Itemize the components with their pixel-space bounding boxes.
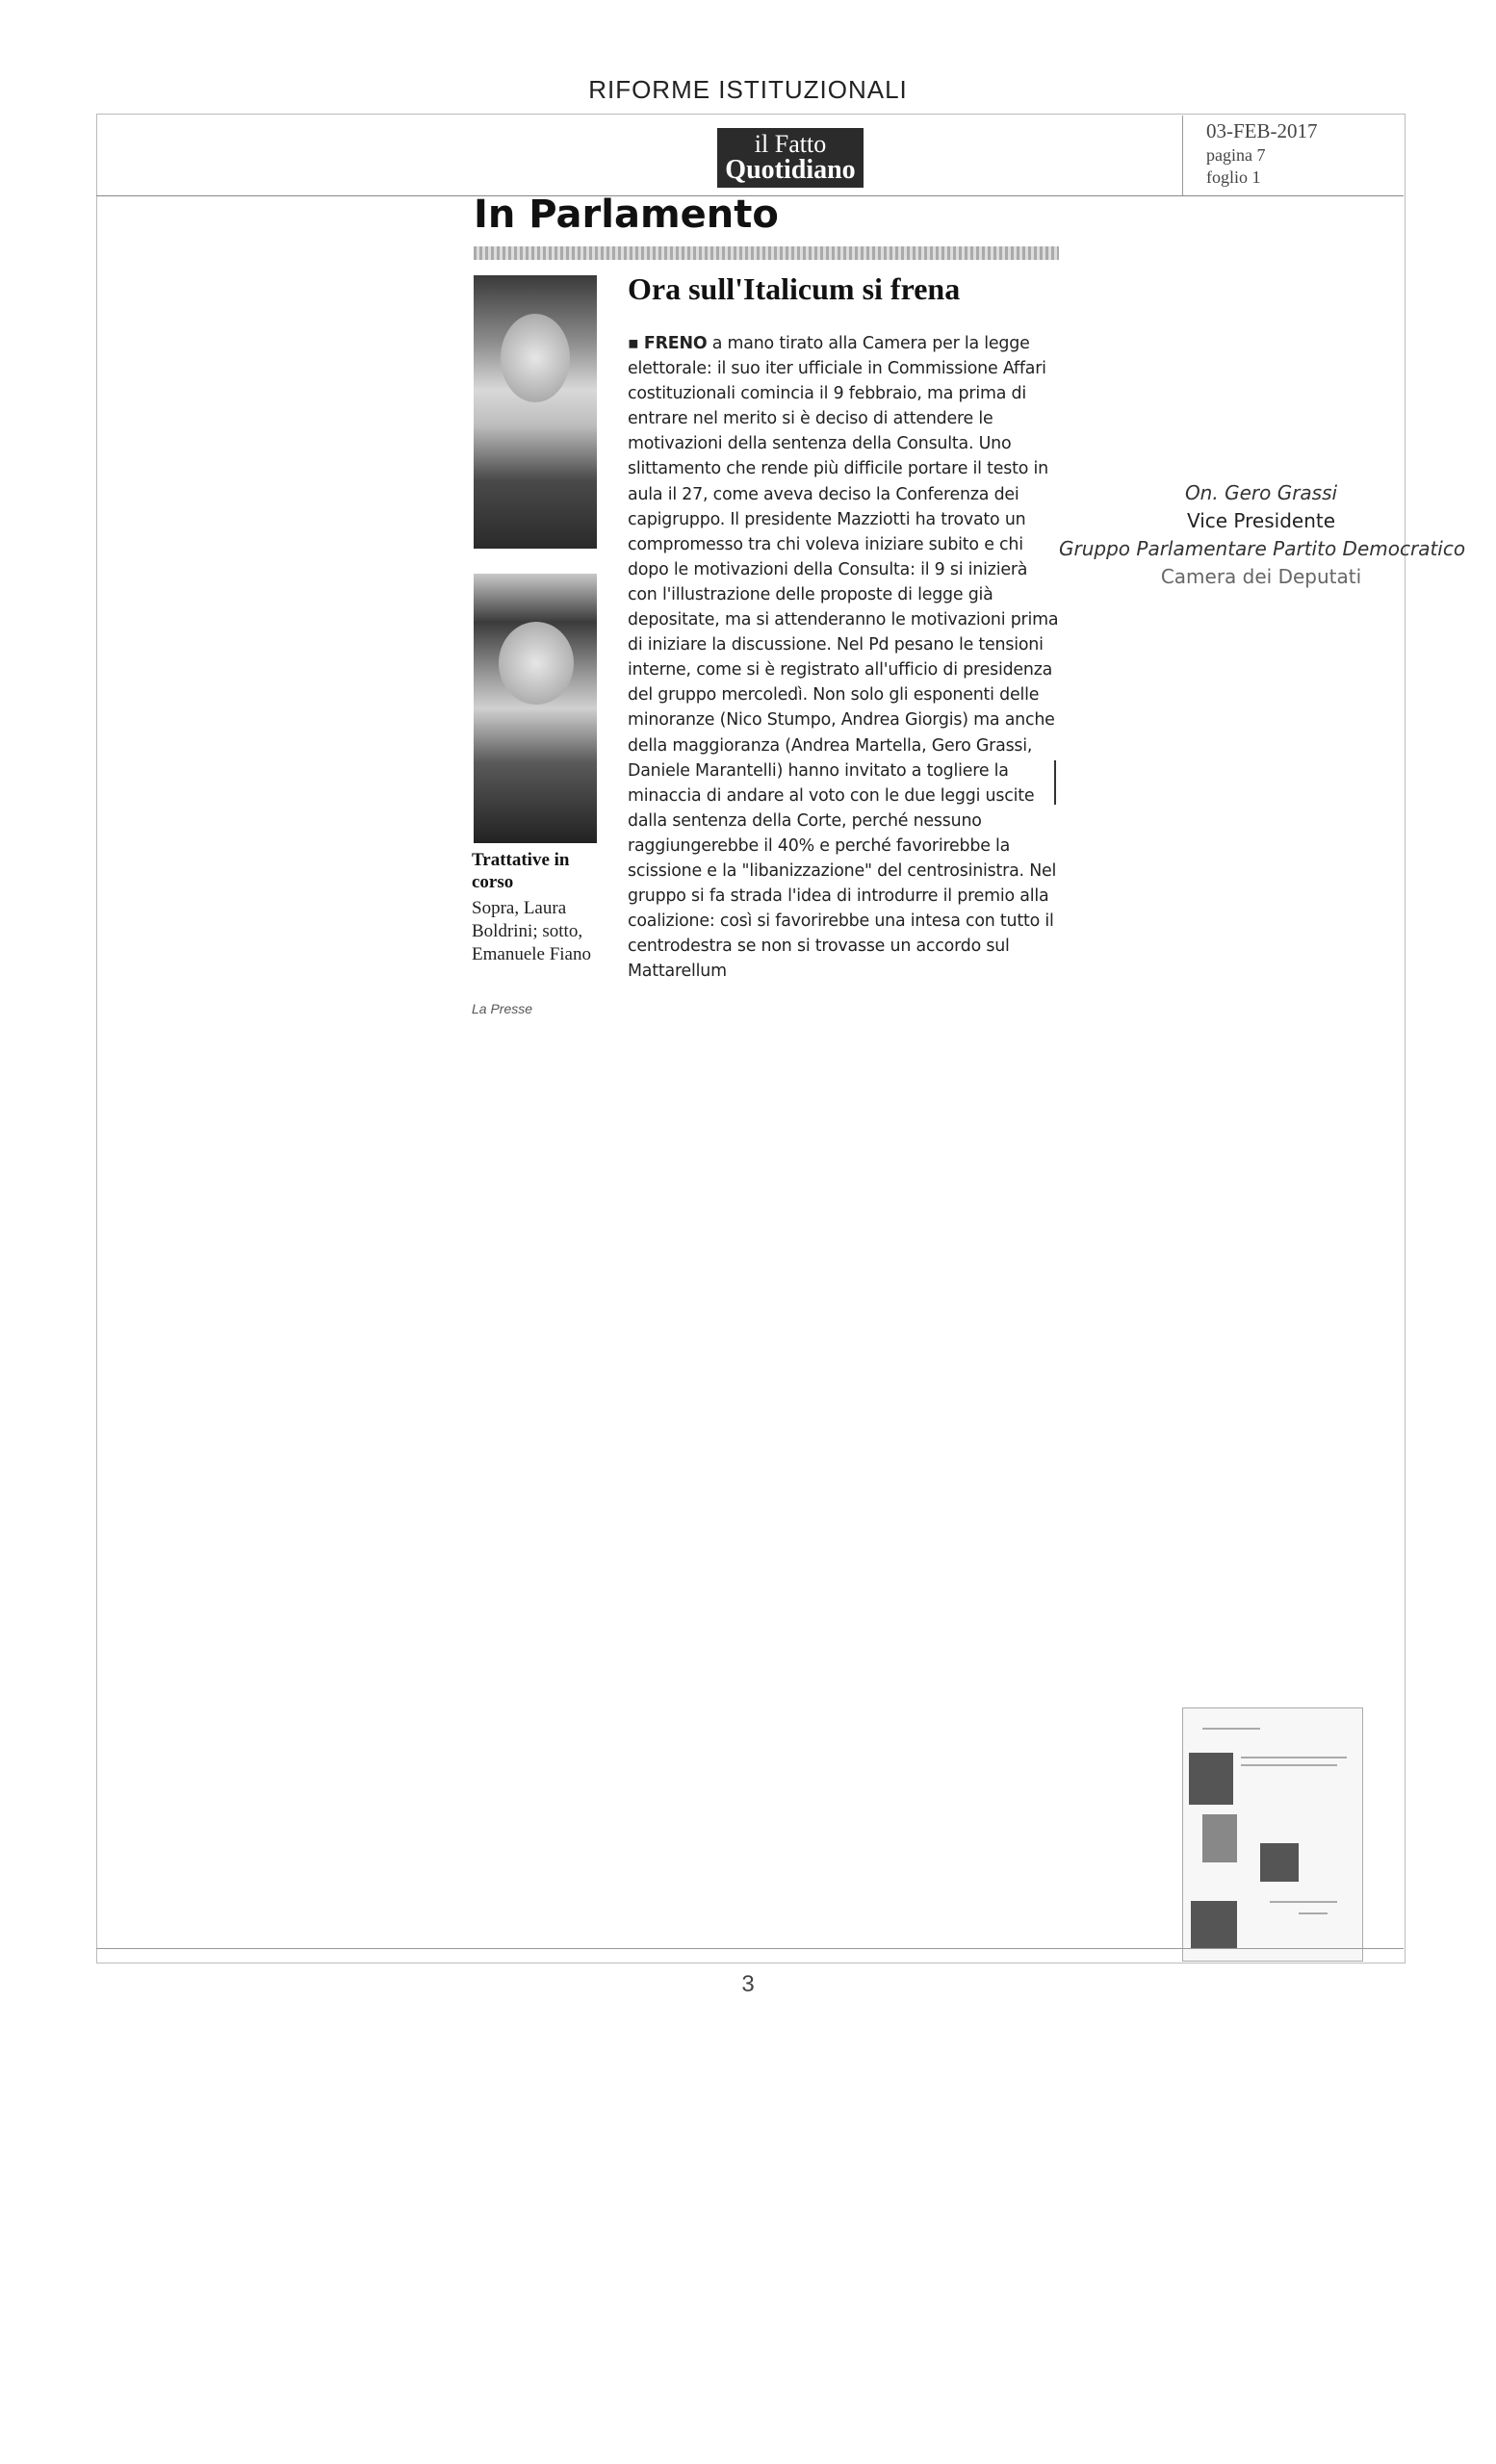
newspaper-logo bbox=[717, 128, 864, 188]
article-lead: FRENO bbox=[643, 334, 708, 353]
portrait-photo-bottom bbox=[474, 574, 597, 843]
photo-caption: Sopra, Laura Boldrini; sotto, Emanuele Fiano bbox=[472, 898, 591, 964]
publication-meta bbox=[1182, 116, 1403, 195]
portrait-photo-top bbox=[474, 275, 597, 549]
photo-credit: La Presse bbox=[472, 1001, 533, 1016]
footer-rule bbox=[96, 1948, 1404, 1949]
stamp-role: Vice Presidente bbox=[1186, 509, 1336, 532]
page-thumbnail bbox=[1182, 1707, 1363, 1962]
photo-caption-title: Trattative in corso bbox=[472, 850, 570, 892]
logo-line1: il Fatto bbox=[754, 130, 827, 158]
logo-line2: Quotidiano bbox=[725, 155, 856, 185]
article-text: a mano tirato alla Camera per la legge elettorale: il suo iter ufficiale in Commissione Affari costituzionali comincia il 9 febbraio, ma prima di entrare nel merito si è deciso di attendere le motivazioni della sentenza della Consulta. Uno slittamento che rende più difficile portare il testo in aula il 27, come aveva deciso la Conferenza dei capigruppo. Il presidente Mazziotti ha trovato un compromesso tra chi voleva iniziare subito e chi dopo le motivazioni della Consulta: il 9 si inizierà con l'illustrazione delle proposte di legge già depositate, ma si attenderanno le motivazioni prima di iniziare la discussione. Nel Pd pesano le tensioni interne, come si è registrato all'ufficio di presidenza del gruppo mercoledì. Non solo gli esponenti delle minoranze (Nico Stumpo, Andrea Giorgis) ma anche della maggioranza (Andrea Martella, Gero Grassi, Daniele Marantelli) hanno invitato a togliere la minaccia di andare al voto con le due leggi uscite dalla sentenza della Corte, perché nessuno raggiungerebbe il 40% e perché favorirebbe la scissione e la "libanizzazione" del centrosinistra. Nel gruppo si fa strada l'idea di introdurre il premio alla coalizione: così si favorirebbe una intesa con tutto il centrodestra se non si trovasse un accordo sul Mattarellum bbox=[628, 334, 1059, 982]
stamp-name: On. Gero Grassi bbox=[1184, 481, 1338, 504]
sheet-label: foglio 1 bbox=[1206, 167, 1261, 187]
article-headline: Ora sull'Italicum si frena bbox=[628, 271, 961, 306]
section-rule bbox=[474, 246, 1059, 260]
stamp-chamber: Camera dei Deputati bbox=[1160, 565, 1362, 588]
bullet-icon: ▪ bbox=[628, 334, 644, 353]
page-number: 3 bbox=[741, 1971, 755, 1997]
publication-date: 03-FEB-2017 bbox=[1206, 119, 1318, 142]
deputy-stamp bbox=[1059, 479, 1466, 591]
margin-mark bbox=[1054, 760, 1056, 805]
category-header: RIFORME ISTITUZIONALI bbox=[588, 75, 908, 104]
section-title: In Parlamento bbox=[474, 192, 779, 237]
article-body bbox=[628, 331, 1061, 984]
page-label: pagina 7 bbox=[1206, 145, 1266, 165]
stamp-group: Gruppo Parlamentare Partito Democratico bbox=[1059, 537, 1466, 560]
